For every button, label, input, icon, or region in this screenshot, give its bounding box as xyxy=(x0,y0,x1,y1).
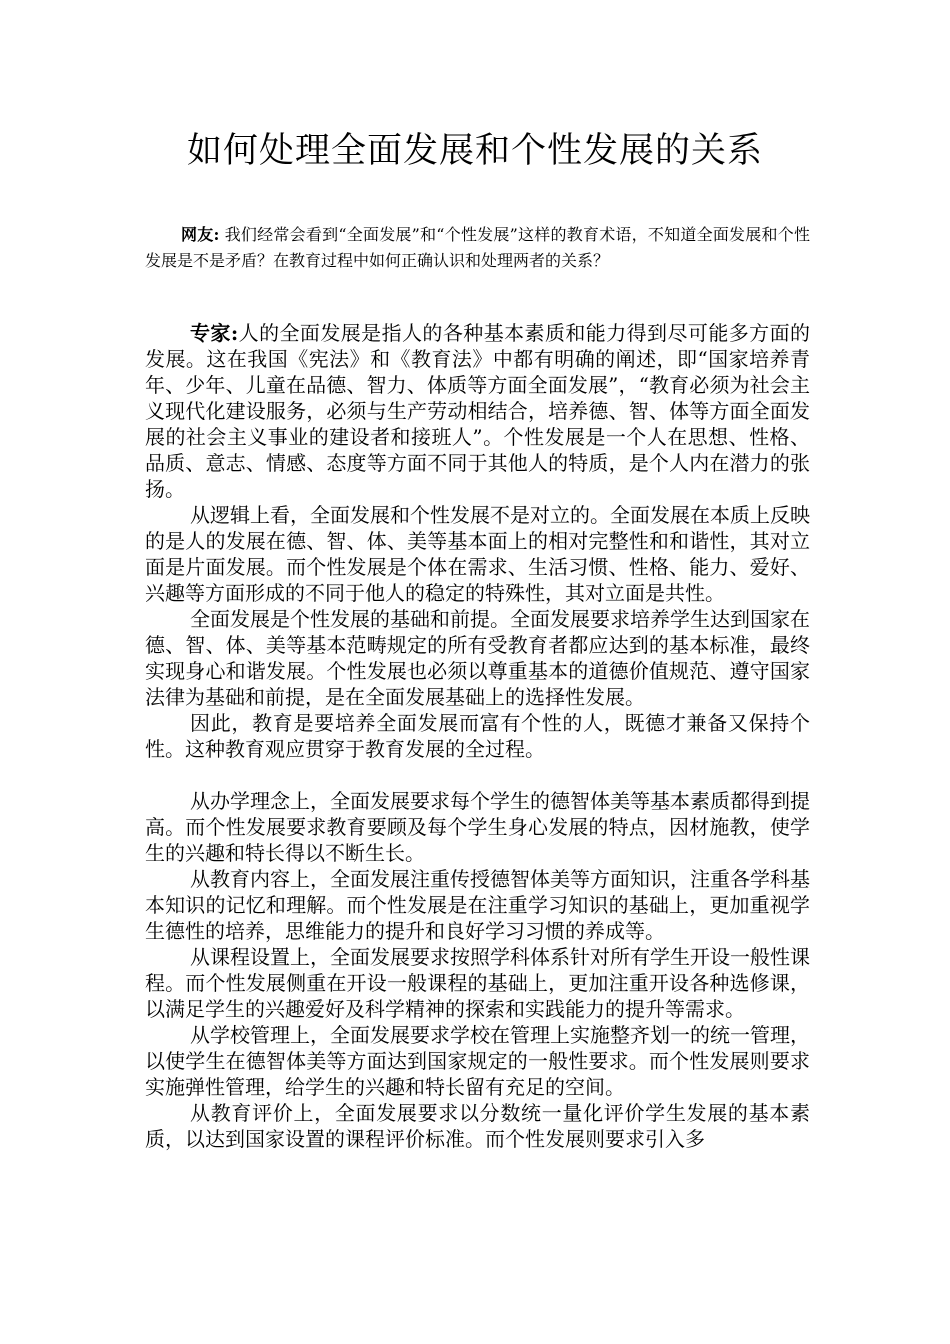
paragraph-gap xyxy=(145,762,810,788)
question-paragraph xyxy=(145,222,810,274)
answer-paragraph-9: 从教育评价上，全面发展要求以分数统一量化评价学生发展的基本素质，以达到国家设置的课程评价标准。而个性发展则要求引入多 xyxy=(145,1101,810,1151)
answer-paragraph-8: 从学校管理上，全面发展要求学校在管理上实施整齐划一的统一管理，以使学生在德智体美等方面达到国家规定的一般性要求。而个性发展则要求实施弹性管理，给学生的兴趣和特长留有充足的空间。 xyxy=(145,1023,810,1099)
answer-section xyxy=(145,320,810,1152)
answer-paragraph-1-text: 人的全面发展是指人的各种基本素质和能力得到尽可能多方面的发展。这在我国《宪法》和《教育法》中都有明确的阐述，即“国家培养青年、少年、儿童在品德、智力、体质等方面全面发展”，“教育必须为社会主义现代化建设服务，必须与生产劳动相结合，培养德、智、体等方面全面发展的社会主义事业的建设者和接班人”。个性发展是一个人在思想、性格、品质、意志、情感、态度等方面不同于其他人的特质，是个人内在潜力的张扬。 xyxy=(145,321,811,501)
answer-paragraph-4: 因此，教育是要培养全面发展而富有个性的人，既德才兼备又保持个性。这种教育观应贯穿于教育发展的全过程。 xyxy=(145,711,810,761)
answer-paragraph-2: 从逻辑上看，全面发展和个性发展不是对立的。全面发展在本质上反映的是人的发展在德、智、体、美等基本面上的相对完整性和和谐性，其对立面是片面发展。而个性发展是个体在需求、生活习惯、性格、能力、爱好、兴趣等方面形成的不同于他人的稳定的特殊性，其对立面是共性。 xyxy=(145,503,810,605)
answer-paragraph-1 xyxy=(145,320,810,502)
question-text: 我们经常会看到“全面发展”和“个性发展”这样的教育术语，不知道全面发展和个性发展是不是矛盾？在教育过程中如何正确认识和处理两者的关系？ xyxy=(145,225,810,270)
answer-paragraph-3: 全面发展是个性发展的基础和前提。全面发展要求培养学生达到国家在德、智、体、美等基本范畴规定的所有受教育者都应达到的基本标准，最终实现身心和谐发展。个性发展也必须以尊重基本的道德价值规范、遵守国家法律为基础和前提，是在全面发展基础上的选择性发展。 xyxy=(145,607,810,709)
answer-speaker: 专家: xyxy=(190,321,239,345)
answer-paragraph-7: 从课程设置上，全面发展要求按照学科体系针对所有学生开设一般性课程。而个性发展侧重在开设一般课程的基础上，更加注重开设各种选修课，以满足学生的兴趣爱好及科学精神的探索和实践能力的提升等需求。 xyxy=(145,945,810,1021)
answer-paragraph-6: 从教育内容上，全面发展注重传授德智体美等方面知识，注重各学科基本知识的记忆和理解。而个性发展是在注重学习知识的基础上，更加重视学生德性的培养，思维能力的提升和良好学习习惯的养成等。 xyxy=(145,867,810,943)
page-title: 如何处理全面发展和个性发展的关系 xyxy=(186,131,763,171)
answer-paragraph-5: 从办学理念上，全面发展要求每个学生的德智体美等基本素质都得到提高。而个性发展要求教育要顾及每个学生身心发展的特点，因材施教，使学生的兴趣和特长得以不断生长。 xyxy=(145,789,810,865)
question-speaker: 网友: xyxy=(181,225,220,244)
